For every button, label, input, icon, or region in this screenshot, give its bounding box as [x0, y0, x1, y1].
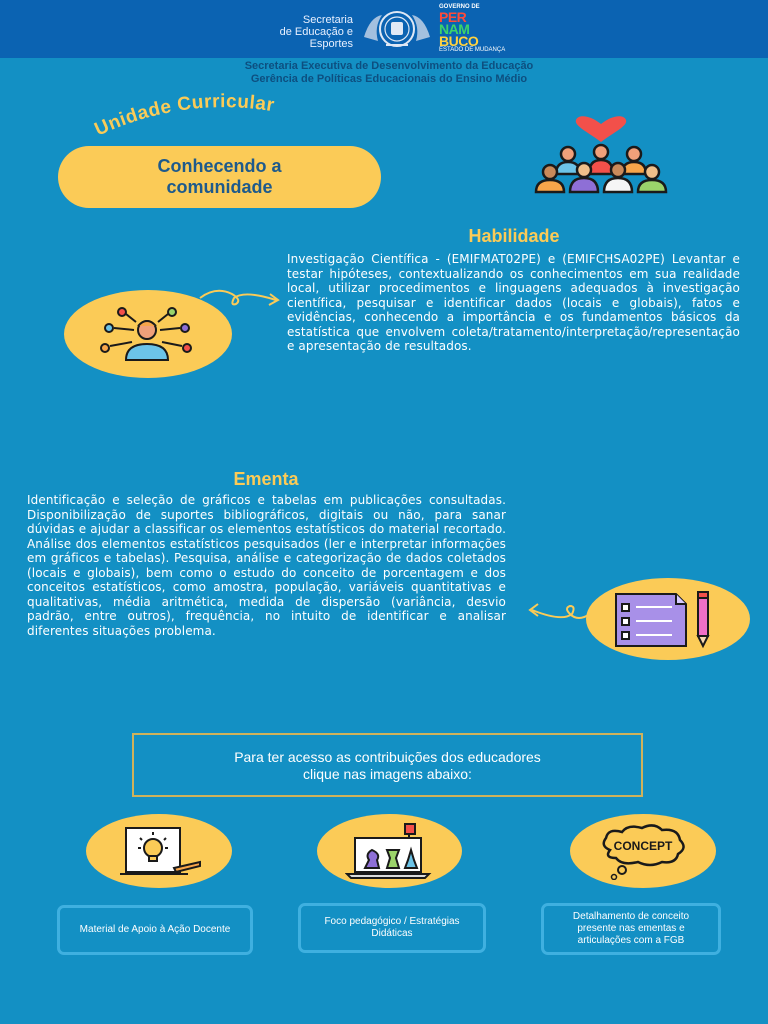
- arrow-left-icon: [526, 596, 592, 626]
- ementa-text: Identificação e seleção de gráficos e tabelas em publicações consultadas. Disponibilização de suportes bibliográficos, digitais ou não, para sanar dúvidas e ajudar a classificar os elementos estatísticos do material recortado. Análise dos elementos estatísticos pesquisados (ler e interpretar informações em gráficos e tabelas). Pesquisa, análise e categorização de dados coletados (locais e globais), bem como o estudo do conceito de porcentagem e dos conceitos estatísticos, como amostra, população, variáveis quantitativas e qualitativas, média aritmética, medida de dispersão (variância, desvio padrão, entre outros), frequência, no intuito de identificar e analisar diferentes situações problema.: [27, 493, 506, 638]
- foco-pedagogico-label: Foco pedagógico / Estratégias Didáticas: [324, 916, 460, 939]
- governo-pernambuco-logo: [439, 4, 539, 54]
- gov-line-buco: BUCO: [439, 33, 479, 49]
- material-apoio-label: Material de Apoio à Ação Docente: [79, 924, 231, 935]
- laptop-chess-icon: [345, 820, 435, 882]
- secretaria-line-1: Secretaria: [302, 14, 353, 26]
- detalhamento-conceito-label: Detalhamento de conceito presente nas ementas e articulações com a FGB: [572, 911, 690, 946]
- secretaria-line-2: de Educação e: [279, 26, 353, 38]
- unidade-curricular-label: [88, 84, 358, 154]
- habilidade-text: Investigação Científica - (EMIFMAT02PE) e (EMIFCHSA02PE) Levantar e testar hipóteses, contextualizando os conhecimentos em sua realidade local, utilizar procedimentos e linguagens adequados à investigação científica, pesquisar e identificar dados (locais e globais), fatos e evidências, conhecendo a importância e os fundamentos básicos da estatística que envolvem coleta/tratamento/interpretação/representação e apresentação de resultados.: [287, 252, 740, 353]
- ementa-title: Ementa: [233, 469, 299, 489]
- access-notice-line-1: Para ter acesso as contribuições dos educadores: [234, 749, 541, 765]
- material-apoio-image[interactable]: [86, 814, 232, 888]
- header-bar: [0, 0, 768, 58]
- gov-slogan: ESTADO DE MUDANÇA: [439, 47, 506, 53]
- secretaria-line-3: Esportes: [309, 38, 353, 50]
- detalhamento-conceito-image[interactable]: [570, 814, 716, 888]
- curriculum-title-pill: [58, 146, 381, 208]
- access-notice-box: [132, 733, 643, 797]
- secretaria-label: [236, 14, 353, 50]
- foco-pedagogico-button[interactable]: [298, 903, 486, 953]
- concept-cloud-icon: [598, 822, 688, 880]
- gov-line-nam: NAM: [439, 21, 470, 37]
- detalhamento-conceito-button[interactable]: [541, 903, 721, 955]
- gov-line-per: PER: [439, 9, 467, 25]
- curriculum-title-line-1: Conhecendo a: [157, 156, 282, 176]
- subheader: [0, 60, 768, 86]
- foco-pedagogico-image[interactable]: [317, 814, 462, 888]
- arrow-right-icon: [198, 284, 282, 310]
- subheader-line-1: Secretaria Executiva de Desenvolvimento da Educação: [244, 60, 534, 72]
- concept-word: CONCEPT: [613, 839, 673, 853]
- idea-document-icon: [116, 824, 202, 880]
- gov-small-text: GOVERNO DE: [439, 4, 480, 10]
- checklist-icon: [610, 590, 720, 650]
- unidade-curricular-text: Unidade Curricular: [91, 91, 277, 141]
- svg-text:Unidade Curricular: [92, 91, 277, 140]
- person-ideas-icon: [90, 304, 202, 366]
- access-notice-line-2: clique nas imagens abaixo:: [303, 766, 472, 782]
- material-apoio-button[interactable]: [57, 905, 253, 955]
- community-icon: [528, 112, 674, 194]
- subheader-line-2: Gerência de Políticas Educacionais do Ensino Médio: [250, 73, 528, 85]
- state-seal-icon: [360, 7, 434, 51]
- habilidade-title: Habilidade: [468, 226, 560, 246]
- curriculum-title-line-2: comunidade: [166, 177, 273, 197]
